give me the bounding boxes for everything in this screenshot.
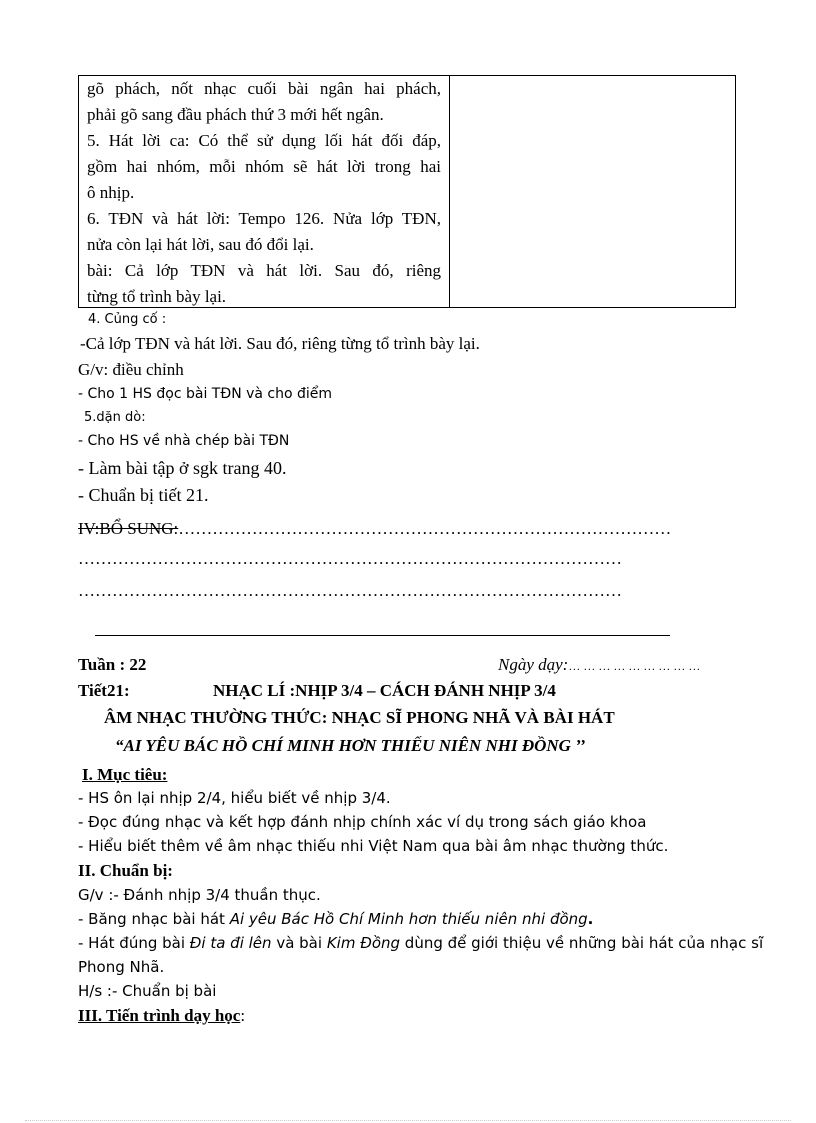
homework-heading: 5.dặn dò:: [84, 410, 146, 425]
consolidation-line: -Cả lớp TĐN và hát lời. Sau đó, riêng từng tổ trình bày lại.: [80, 334, 480, 353]
preparation-text: dùng để giới thiệu về những bài hát của nhạc sĩ: [400, 934, 764, 952]
table-line: từng tổ trình bày lại.: [87, 287, 227, 306]
objective-item: - Hiểu biết thêm về âm nhạc thiếu nhi Việt Nam qua bài âm nhạc thường thức.: [78, 837, 669, 855]
song-name: Đi ta đi lên: [189, 934, 272, 952]
consolidation-heading: 4. Củng cố :: [88, 312, 167, 327]
table-line: 5. Hát lời ca: Có thể sử dụng lối hát đối đáp,: [87, 131, 441, 150]
preparation-line: [78, 910, 593, 928]
date-row: [498, 655, 700, 675]
table-line: nửa còn lại hát lời, sau đó đổi lại.: [87, 235, 314, 254]
song-title: “AI YÊU BÁC HỒ CHÍ MINH HƠN THIẾU NIÊN NHI ĐỒNG ’’: [115, 736, 586, 755]
lesson-subtitle: ÂM NHẠC THƯỜNG THỨC: NHẠC SĨ PHONG NHÃ VÀ BÀI HÁT: [104, 708, 615, 727]
supplement-label: IV:BỔ SUNG:: [78, 519, 179, 538]
preparation-text: .: [587, 910, 594, 928]
preparation-line: Phong Nhã.: [78, 958, 165, 976]
song-name: Ai yêu Bác Hồ Chí Minh hơn thiếu niên nhi đồng: [229, 910, 588, 928]
supplement-row: [78, 519, 671, 539]
section-divider: [95, 635, 670, 636]
date-dots: … … … … … … … … …: [568, 659, 701, 673]
preparation-text: - Băng nhạc bài hát: [78, 910, 230, 928]
supplement-dots: ……………………………………………………………………………………: [78, 549, 622, 568]
preparation-text: - Hát đúng bài: [78, 934, 190, 952]
page-bottom-border: [25, 1120, 791, 1121]
period-label: Tiết21:: [78, 681, 130, 700]
objective-item: - Đọc đúng nhạc và kết hợp đánh nhịp chính xác ví dụ trong sách giáo khoa: [78, 813, 647, 831]
table-column-divider: [449, 76, 450, 307]
table-line: phải gõ sang đầu phách thứ 3 mới hết ngân.: [87, 105, 384, 124]
table-line: 6. TĐN và hát lời: Tempo 126. Nửa lớp TĐN,: [87, 209, 441, 228]
process-colon: :: [240, 1006, 246, 1025]
homework-line: - Cho HS về nhà chép bài TĐN: [78, 433, 290, 449]
preparation-text: và bài: [271, 934, 327, 952]
table-line: gồm hai nhóm, mỗi nhóm sẽ hát lời trong hai: [87, 157, 441, 176]
activity-table: [78, 75, 736, 308]
date-label: Ngày dạy:: [498, 655, 569, 674]
song-name: Kim Đồng: [326, 934, 401, 952]
preparation-heading: II. Chuẩn bị:: [78, 861, 173, 880]
consolidation-line: - Cho 1 HS đọc bài TĐN và cho điểm: [78, 386, 333, 402]
preparation-line: [78, 934, 763, 952]
objectives-heading: I. Mục tiêu:: [82, 765, 168, 784]
preparation-line: H/s :- Chuẩn bị bài: [78, 982, 217, 1000]
lesson-title: NHẠC LÍ :NHỊP 3/4 – CÁCH ĐÁNH NHỊP 3/4: [213, 681, 556, 700]
supplement-dots: ……………………………………………………………………………: [178, 519, 672, 538]
process-heading: III. Tiến trình dạy học: [78, 1006, 241, 1025]
week-label: Tuần : 22: [78, 655, 147, 674]
homework-line: - Làm bài tập ở sgk trang 40.: [78, 458, 287, 478]
table-line: ô nhịp.: [87, 183, 135, 202]
table-line: bài: Cả lớp TĐN và hát lời. Sau đó, riêng: [87, 261, 441, 280]
preparation-line: G/v :- Đánh nhịp 3/4 thuần thục.: [78, 886, 321, 904]
supplement-dots: ……………………………………………………………………………………: [78, 581, 622, 600]
table-line: gõ phách, nốt nhạc cuối bài ngân hai phách,: [87, 79, 441, 98]
homework-line: - Chuẩn bị tiết 21.: [78, 485, 209, 505]
consolidation-line: G/v: điều chỉnh: [78, 360, 184, 379]
process-row: [78, 1006, 245, 1026]
objective-item: - HS ôn lại nhịp 2/4, hiểu biết về nhịp 3/4.: [78, 789, 391, 807]
